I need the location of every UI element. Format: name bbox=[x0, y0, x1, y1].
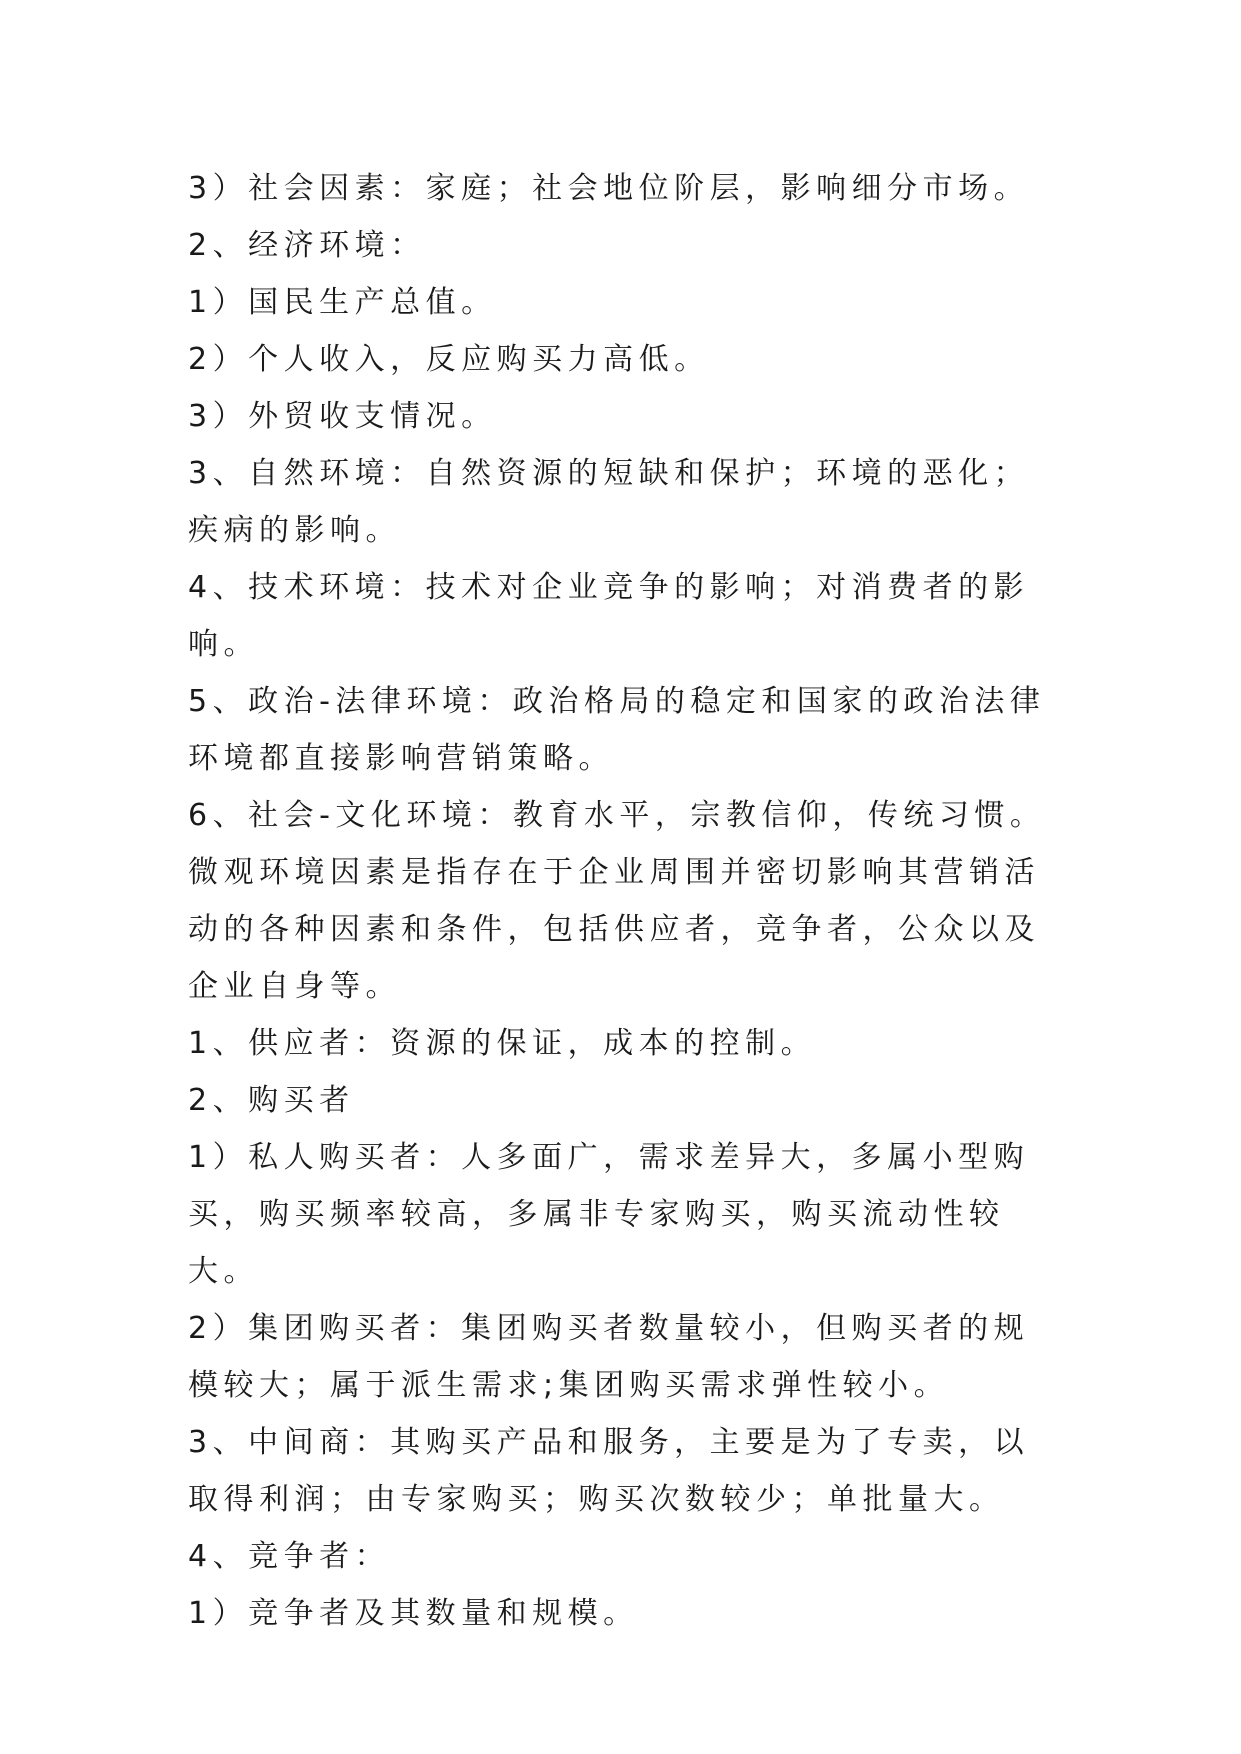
paragraph: 3、中间商：其购买产品和服务，主要是为了专卖，以取得利润；由专家购买；购买次数较少；单批量大。 bbox=[188, 1425, 1030, 1517]
paragraph: 3、自然环境：自然资源的短缺和保护；环境的恶化；疾病的影响。 bbox=[188, 456, 1030, 548]
section-heading: 2、购买者 bbox=[188, 1083, 355, 1118]
section-heading: 2、经济环境： bbox=[188, 228, 426, 263]
section-heading: 4、竞争者： bbox=[188, 1539, 391, 1574]
paragraph: 6、社会-文化环境：教育水平，宗教信仰，传统习惯。 bbox=[188, 798, 1046, 833]
list-item: 2）集团购买者：集团购买者数量较小，但购买者的规模较大；属于派生需求;集团购买需求弹性较小。 bbox=[188, 1311, 1030, 1403]
paragraph: 3）社会因素：家庭；社会地位阶层，影响细分市场。 bbox=[188, 171, 1030, 206]
list-item: 2）个人收入，反应购买力高低。 bbox=[188, 342, 710, 377]
paragraph: 4、技术环境：技术对企业竞争的影响；对消费者的影响。 bbox=[188, 570, 1030, 662]
list-item: 1）国民生产总值。 bbox=[188, 285, 497, 320]
document-body bbox=[188, 160, 1058, 1642]
list-item: 1）竞争者及其数量和规模。 bbox=[188, 1596, 639, 1631]
list-item: 3）外贸收支情况。 bbox=[188, 399, 497, 434]
paragraph: 1、供应者：资源的保证，成本的控制。 bbox=[188, 1026, 817, 1061]
paragraph: 微观环境因素是指存在于企业周围并密切影响其营销活动的各种因素和条件，包括供应者，竞争者，公众以及企业自身等。 bbox=[188, 855, 1040, 1004]
list-item: 1）私人购买者：人多面广，需求差异大，多属小型购买，购买频率较高，多属非专家购买，购买流动性较大。 bbox=[188, 1140, 1030, 1289]
paragraph: 5、政治-法律环境：政治格局的稳定和国家的政治法律环境都直接影响营销策略。 bbox=[188, 684, 1046, 776]
